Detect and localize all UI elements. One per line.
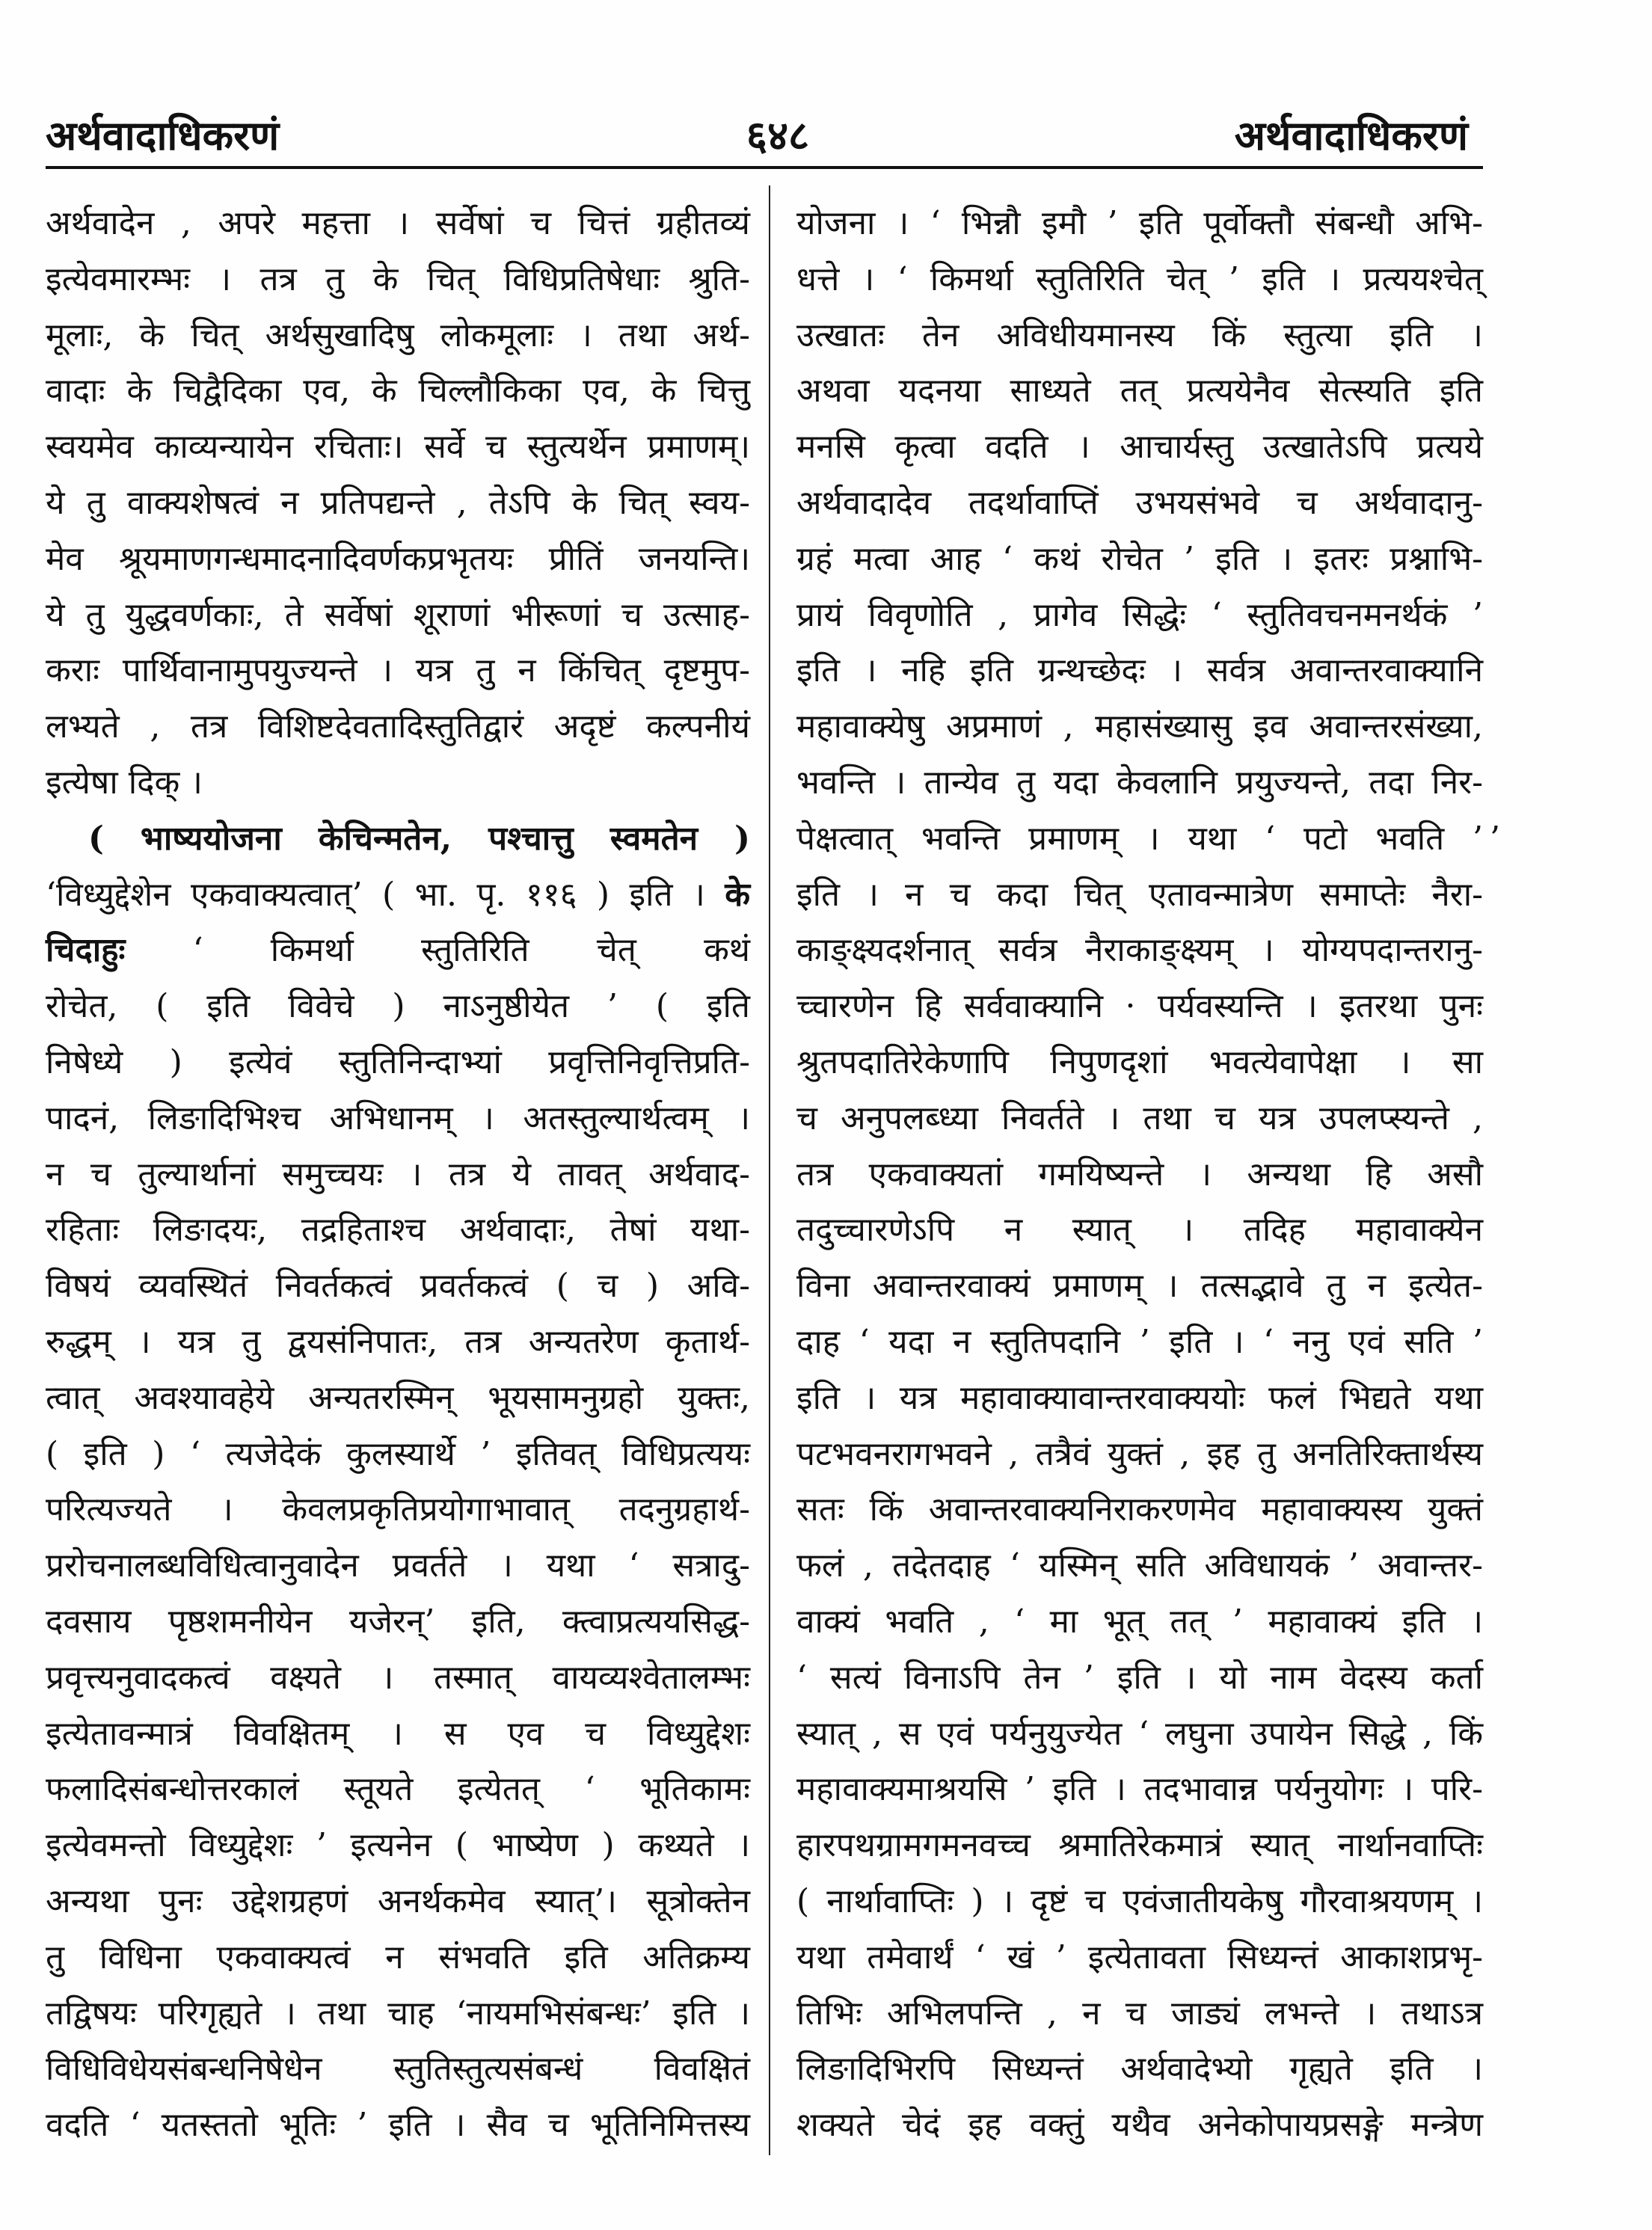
left-column-line: मूलाः, के चित् अर्थसुखादिषु लोकमूलाः । तथा अर्थ-	[46, 316, 750, 354]
right-column-line: लिङादिभिरपि सिध्यन्तं अर्थवादेभ्यो गृह्यते इति ।	[796, 2050, 1483, 2089]
left-column-line: रहिताः लिङादयः, तद्रहिताश्च अर्थवादाः, तेषां यथा-	[46, 1211, 750, 1250]
left-column-line: तु विधिना एकवाक्यत्वं न संभवति इति अतिक्रम्य	[46, 1938, 750, 1976]
right-column-line: तदुच्चारणेऽपि न स्यात् । तदिह महावाक्येन	[796, 1211, 1483, 1250]
right-column-line: च अनुपलब्ध्या निवर्तते । तथा च यत्र उपलप्स्यन्ते ,	[796, 1099, 1483, 1137]
left-column-line: न च तुल्यार्थानां समुच्चयः । तत्र ये तावत् अर्थवाद-	[46, 1155, 750, 1194]
right-column-line: ग्रहं मत्वा आह ‘ कथं रोचेत ’ इति । इतरः प्रश्नाभि-	[796, 539, 1483, 578]
left-column-line: कराः पार्थिवानामुपयुज्यन्ते । यत्र तु न किंचित् दृष्टमुप-	[46, 651, 750, 690]
left-column-line: ( इति ) ‘ त्यजेदेकं कुलस्यार्थे ’ इतिवत् विधिप्रत्ययः	[46, 1434, 750, 1473]
left-column-line: ये तु युद्धवर्णकाः, ते सर्वेषां शूराणां भीरूणां च उत्साह-	[46, 595, 750, 634]
left-column-line: स्वयमेव काव्यन्यायेन रचिताः। सर्वे च स्तुत्यर्थेन प्रमाणम्।	[46, 428, 750, 467]
header-rule	[46, 166, 1483, 169]
left-column-line: लभ्यते , तत्र विशिष्टदेवतादिस्तुतिद्वारं अदृष्टं कल्पनीयं	[46, 707, 750, 746]
left-column-line: प्रवृत्त्यनुवादकत्वं वक्ष्यते । तस्मात् वायव्यश्वेतालम्भः	[46, 1658, 750, 1697]
margin-mark: ’	[1490, 820, 1500, 858]
right-column-line: इति । न च कदा चित् एतावन्मात्रेण समाप्तेः नैरा-	[796, 875, 1483, 914]
right-column-line: पटभवनरागभवने , तत्रैवं युक्तं , इह तु अनतिरिक्तार्थस्य	[796, 1434, 1483, 1473]
line-text: ‘विध्युद्देशेन एकवाक्यत्वात्’ ( भा. पृ. ११६ ) इति ।	[46, 875, 705, 914]
left-column-line: मेव श्रूयमाणगन्धमादनादिवर्णकप्रभृतयः प्रीतिं जनयन्ति।	[46, 539, 750, 578]
left-column-line: दवसाय पृष्ठशमनीयेन यजेरन्’ इति, क्त्वाप्रत्ययसिद्ध-	[46, 1602, 750, 1641]
right-column-line: स्यात् , स एवं पर्यनुयुज्येत ‘ लघुना उपायेन सिद्धे , किं	[796, 1714, 1483, 1753]
right-column-line: च्चारणेन हि सर्ववाक्यानि · पर्यवस्यन्ति । इतरथा पुनः	[796, 987, 1483, 1026]
right-column-line: तिभिः अभिलपन्ति , न च जाड्यं लभन्ते । तथाऽत्र	[796, 1994, 1483, 2033]
page-number: ६४८	[746, 111, 810, 159]
right-column-line: हारपथग्रामगमनवच्च श्रमातिरेकमात्रं स्यात् नार्थानवाप्तिः	[796, 1826, 1483, 1865]
left-column-line: इत्येषा दिक् ।	[46, 763, 203, 802]
right-column-line: महावाक्येषु अप्रमाणं , महासंख्यासु इव अवान्तरसंख्या,	[796, 707, 1483, 746]
right-column-line: तत्र एकवाक्यतां गमयिष्यन्ते । अन्यथा हि असौ	[796, 1155, 1483, 1194]
running-head-right: अर्थवादाधिकरणं	[1234, 111, 1468, 159]
left-column-line: रुद्धम् । यत्र तु द्वयसंनिपातः, तत्र अन्यतरेण कृतार्थ-	[46, 1322, 750, 1361]
column-divider	[769, 185, 770, 2155]
right-column-line: ‘ सत्यं विनाऽपि तेन ’ इति । यो नाम वेदस्य कर्ता	[796, 1658, 1483, 1697]
line-text: ‘ किमर्था स्तुतिरिति चेत् कथं	[192, 931, 750, 970]
left-column-line: वादाः के चिद्वैदिका एव, के चिल्लौकिका एव, के चित्तु	[46, 372, 750, 411]
right-column-line: ( नार्थावाप्तिः ) । दृष्टं च एवंजातीयकेषु गौरवाश्रयणम् ।	[796, 1882, 1483, 1920]
left-column-line: पादनं, लिङादिभिश्च अभिधानम् । अतस्तुल्यार्थत्वम् ।	[46, 1099, 750, 1137]
right-column	[796, 196, 1483, 2154]
left-column-line: फलादिसंबन्धोत्तरकालं स्तूयते इत्येतत् ‘ भूतिकामः	[46, 1770, 750, 1809]
left-column-line: त्वात् अवश्यावहेये अन्यतरस्मिन् भूयसामनुग्रहो युक्तः,	[46, 1378, 750, 1417]
left-column-line	[46, 923, 750, 979]
left-column	[46, 196, 750, 2154]
bold-text: के	[725, 875, 750, 914]
right-column-line: शक्यते चेदं इह वक्तुं यथैव अनेकोपायप्रसङ्गे मन्त्रेण	[796, 2106, 1483, 2145]
left-column-line: अर्थवादेन , अपरे महत्ता । सर्वेषां च चित्तं ग्रहीतव्यं	[46, 204, 750, 242]
right-column-line: महावाक्यमाश्रयसि ’ इति । तदभावान्न पर्यनुयोगः । परि-	[796, 1770, 1483, 1809]
left-column-line: प्ररोचनालब्धविधित्वानुवादेन प्रवर्तते । यथा ‘ सत्रादु-	[46, 1546, 750, 1585]
right-column-line: विना अवान्तरवाक्यं प्रमाणम् । तत्सद्भावे तु न इत्येत-	[796, 1267, 1483, 1306]
left-column-line: अन्यथा पुनः उद्देशग्रहणं अनर्थकमेव स्यात्’। सूत्रोक्तेन	[46, 1882, 750, 1920]
right-column-line: धत्ते । ‘ किमर्था स्तुतिरिति चेत् ’ इति । प्रत्ययश्चेत्	[796, 259, 1483, 298]
right-column-line: वाक्यं भवति , ‘ मा भूत् तत् ’ महावाक्यं इति ।	[796, 1602, 1483, 1641]
right-column-line: उत्खातः तेन अविधीयमानस्य किं स्तुत्या इति ।	[796, 316, 1483, 354]
left-column-line: विधिविधेयसंबन्धनिषेधेन स्तुतिस्तुत्यसंबन्धं विवक्षितं	[46, 2050, 750, 2089]
right-column-line: मनसि कृत्वा वदति । आचार्यस्तु उत्खातेऽपि प्रत्यये	[796, 428, 1483, 467]
left-column-line: इत्येवमन्तो विध्युद्देशः ’ इत्यनेन ( भाष्येण ) कथ्यते ।	[46, 1826, 750, 1865]
right-column-line: अथवा यदनया साध्यते तत् प्रत्ययेनैव सेत्स्यति इति	[796, 372, 1483, 411]
right-column-line: सतः किं अवान्तरवाक्यनिराकरणमेव महावाक्यस्य युक्तं	[796, 1490, 1483, 1529]
left-column-line: इत्येतावन्मात्रं विवक्षितम् । स एव च विध्युद्देशः	[46, 1714, 750, 1753]
left-column-line: विषयं व्यवस्थितं निवर्तकत्वं प्रवर्तकत्वं ( च ) अवि-	[46, 1267, 750, 1306]
right-column-line: इति । यत्र महावाक्यावान्तरवाक्ययोः फलं भिद्यते यथा	[796, 1378, 1483, 1417]
left-column-line: वदति ‘ यतस्ततो भूतिः ’ इति । सैव च भूतिनिमित्तस्य	[46, 2106, 750, 2145]
right-column-line: यथा तमेवार्थं ‘ खं ’ इत्येतावता सिध्यन्तं आकाशप्रभृ-	[796, 1938, 1483, 1976]
right-column-line: भवन्ति । तान्येव तु यदा केवलानि प्रयुज्यन्ते, तदा निर-	[796, 763, 1483, 802]
right-column-line: फलं , तदेतदाह ‘ यस्मिन् सति अविधायकं ’ अवान्तर-	[796, 1546, 1483, 1585]
right-column-line: दाह ‘ यदा न स्तुतिपदानि ’ इति । ‘ ननु एवं सति ’	[796, 1322, 1483, 1361]
right-column-line: इति । नहि इति ग्रन्थच्छेदः । सर्वत्र अवान्तरवाक्यानि	[796, 651, 1483, 690]
left-column-line: इत्येवमारम्भः । तत्र तु के चित् विधिप्रतिषेधाः श्रुति-	[46, 259, 751, 298]
right-column-line: काङ्क्ष्यदर्शनात् सर्वत्र नैराकाङ्क्ष्यम् । योग्यपदान्तरानु-	[796, 931, 1483, 970]
right-column-line: अर्थवादादेव तदर्थावाप्तिं उभयसंभवे च अर्थवादानु-	[796, 483, 1483, 522]
right-column-line: श्रुतपदातिरेकेणापि निपुणदृशां भवत्येवापेक्षा । सा	[796, 1042, 1483, 1081]
left-column-line: परित्यज्यते । केवलप्रकृतिप्रयोगाभावात् तदनुग्रहार्थ-	[46, 1490, 750, 1529]
right-column-line: योजना । ‘ भिन्नौ इमौ ’ इति पूर्वोक्तौ संबन्धौ अभि-	[796, 204, 1483, 242]
left-column-line: रोचेत, ( इति विवेचे ) नाऽनुष्ठीयेत ’ ( इति	[46, 987, 750, 1026]
section-heading: ( भाष्ययोजना केचिन्मतेन, पश्चात्तु स्वमतेन )	[88, 819, 750, 858]
left-column-line	[46, 867, 750, 924]
left-column-line: तद्विषयः परिगृह्यते । तथा चाह ‘नायमभिसंबन्धः’ इति ।	[46, 1994, 750, 2033]
running-head-left: अर्थवादाधिकरणं	[46, 111, 280, 159]
left-column-line: निषेध्ये ) इत्येवं स्तुतिनिन्दाभ्यां प्रवृत्तिनिवृत्तिप्रति-	[46, 1042, 750, 1081]
right-column-line: प्रायं विवृणोति , प्रागेव सिद्धेः ‘ स्तुतिवचनमनर्थकं ’	[796, 595, 1483, 634]
right-column-line: पेक्षत्वात् भवन्ति प्रमाणम् । यथा ‘ पटो भवति ’	[796, 819, 1483, 858]
left-column-line: ये तु वाक्यशेषत्वं न प्रतिपद्यन्ते , तेऽपि के चित् स्वय-	[46, 483, 750, 522]
bold-text: चिदाहुः	[46, 931, 126, 970]
